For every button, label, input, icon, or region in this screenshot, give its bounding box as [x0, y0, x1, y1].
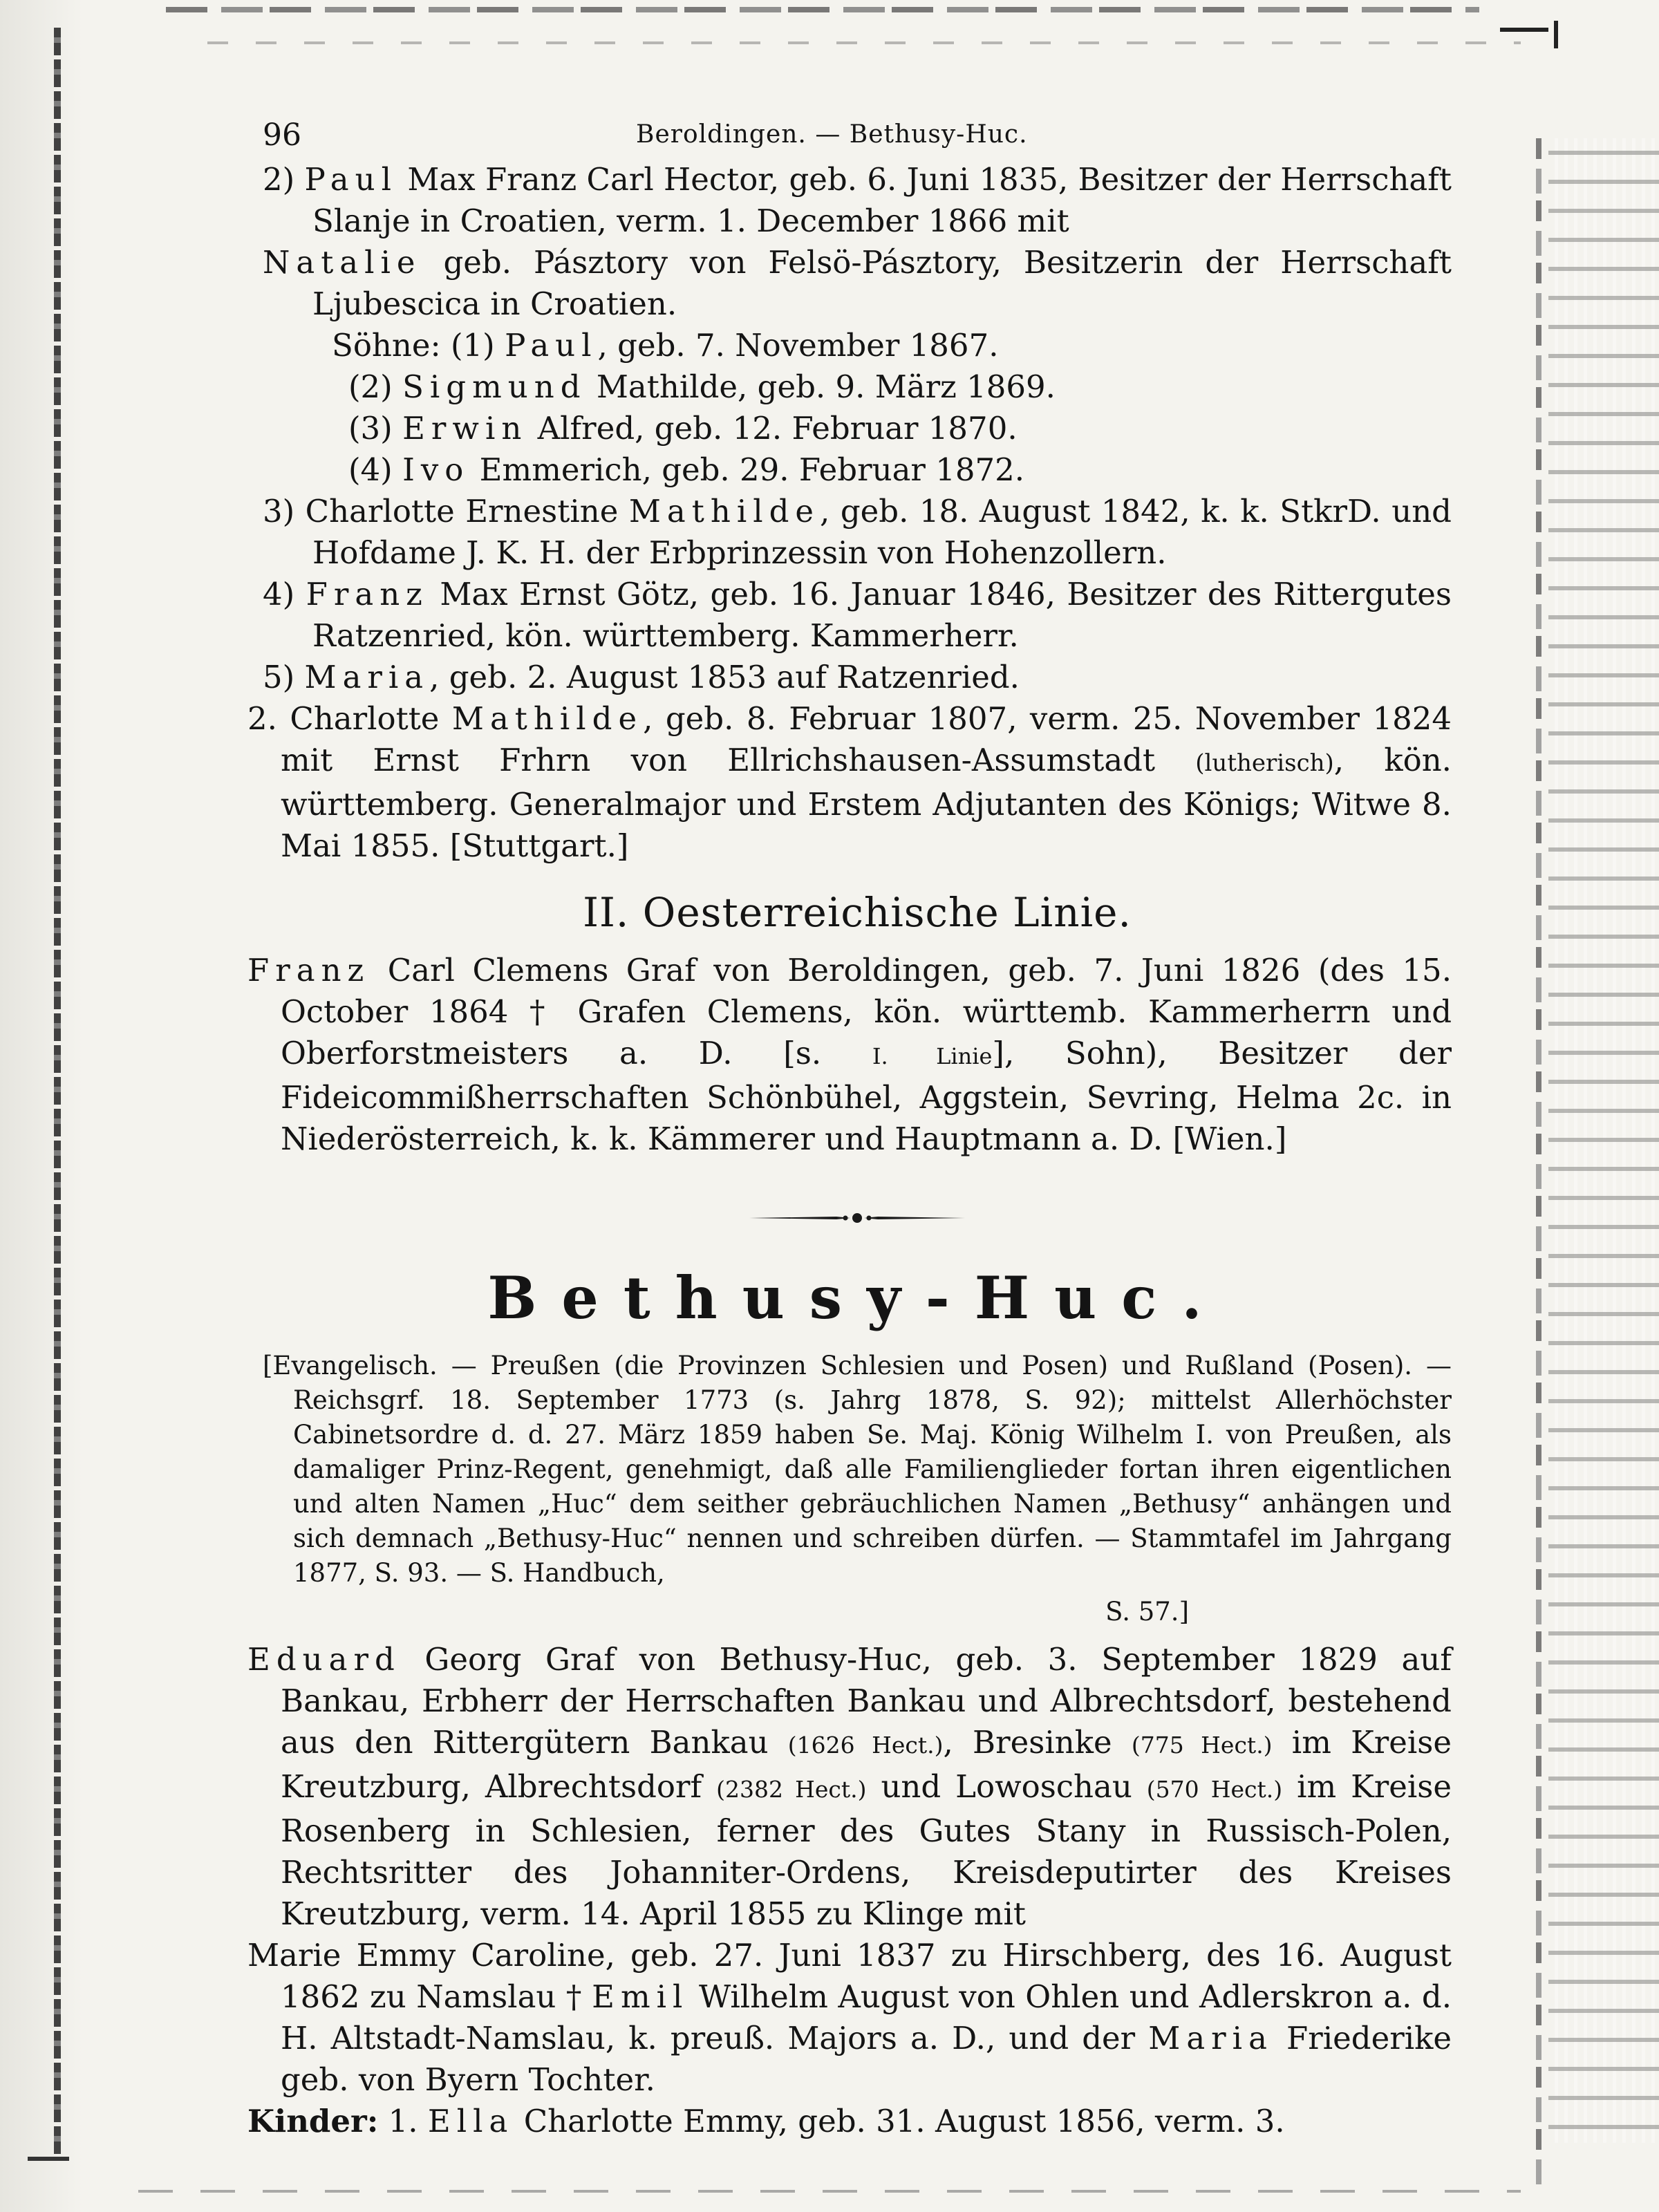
entry-marie-emmy	[247, 1935, 1452, 2101]
scan-corner-mark	[1500, 28, 1548, 32]
family-note-end: S. 57.]	[1105, 1597, 1189, 1627]
entry-text: , Bresinke	[943, 1724, 1112, 1761]
entry-text: Carl Clemens Graf von Beroldingen, geb. 7. Juni 1826 (des 15. October 1864 † Grafen Clemens, kön. württemb. Kammerherrn und Oberforstmeisters a. D. [s.	[281, 952, 1452, 1071]
area-note: (1626 Hect.)	[787, 1732, 944, 1759]
running-head	[263, 111, 1452, 159]
son-number: (4)	[348, 451, 393, 488]
area-note: (570 Hect.)	[1146, 1776, 1283, 1803]
entry-maria	[263, 657, 1452, 698]
son-number: (2)	[348, 368, 393, 405]
son-entry	[348, 408, 1452, 449]
small-note: (lutherisch)	[1195, 749, 1334, 777]
area-note: (775 Hect.)	[1131, 1732, 1273, 1759]
entry-text: ], Sohn), Besitzer der Fideicommißherrschaften Schönbühel, Aggstein, Sevring, Helma 2c. in Niederösterreich, k. k. Kämmerer und Hauptmann a. D. [Wien.]	[281, 1035, 1452, 1157]
entry-text: Charlotte	[290, 700, 440, 737]
spaced-name: Emil	[592, 1978, 689, 2015]
spaced-name: Ella	[427, 2103, 514, 2139]
spaced-name: Franz	[247, 952, 371, 988]
spaced-name: Paul	[505, 327, 598, 364]
entry-number: 5)	[263, 659, 295, 695]
entry-eduard	[247, 1639, 1452, 1935]
son-number: (3)	[348, 410, 393, 447]
entry-text: Marie Emmy Caroline, geb. 27. Juni 1837 zu Hirschberg, des 16. August 1862 zu Namslau †	[247, 1937, 1452, 2015]
entry-text: , kön. württemberg. Generalmajor und Erstem Adjutanten des Königs; Witwe 8. Mai 1855. [Stuttgart.]	[281, 742, 1452, 864]
ornament-rule-icon	[747, 1210, 968, 1226]
adjacent-page-bleed	[1548, 138, 1659, 2143]
sons-block	[332, 325, 1452, 366]
entry-text: Charlotte Emmy, geb. 31. August 1856, verm. 3.	[523, 2103, 1285, 2139]
entry-natalie	[263, 242, 1452, 325]
scan-top-edge	[166, 7, 1479, 12]
son-text: , geb. 7. November 1867.	[597, 327, 999, 364]
spaced-name: Mathilde	[451, 700, 644, 737]
entry-text: Charlotte Ernestine	[305, 493, 619, 529]
entry-paul	[263, 159, 1452, 242]
scan-corner-mark-vertical	[1554, 21, 1558, 48]
entry-text: geb. Pásztory von Felsö-Pásztory, Besitzerin der Herrschaft Ljubescica in Croatien.	[312, 244, 1452, 322]
spaced-name: Paul	[304, 161, 397, 198]
son-number: (1)	[451, 327, 495, 364]
family-note: [Evangelisch. — Preußen (die Provinzen Schlesien und Posen) und Rußland (Posen). — Reichsgrf. 18. September 1773 (s. Jahrg 1878, S. 92); mittelst Allerhöchster Cabinetsordre d. d. 27. März 1859 haben Se. Maj. König Wilhelm I. von Preußen, als damaliger Prinz-Regent, genehmigt, daß alle Familienglieder fortan ihren eigentlichen und alten Namen „Huc“ dem seither gebräuchlichen Namen „Bethusy“ anhängen und sich demnach „Bethusy-Huc“ nennen und schreiben dürfen. — Stammtafel im Jahrgang 1877, S. 93. — S. Handbuch,	[263, 1351, 1452, 1588]
entry-franz	[263, 574, 1452, 657]
spaced-name: Mathilde	[628, 493, 821, 529]
entry-number: 2)	[263, 161, 295, 198]
entry-text: im Kreise Kreutzburg, Albrechtsdorf	[281, 1724, 1452, 1805]
entry-text: und Lowoschau	[881, 1768, 1132, 1805]
entry-number: 3)	[263, 493, 295, 529]
entry-franz-carl-clemens	[247, 950, 1452, 1160]
spaced-name: Erwin	[402, 410, 528, 447]
scan-bottom-corner-mark	[28, 2157, 69, 2161]
entry-text: Max Franz Carl Hector, geb. 6. Juni 1835, Besitzer der Herrschaft Slanje in Croatien, verm. 1. December 1866 mit	[312, 161, 1452, 239]
section-ornament	[263, 1210, 1452, 1226]
section-heading: II. Oesterreichische Linie.	[583, 889, 1132, 936]
entry-text: , geb. 8. Februar 1807, verm. 25. November 1824 mit Ernst Frhrn von Ellrichshausen-Assumstadt	[281, 700, 1452, 778]
son-entry	[348, 366, 1452, 408]
spaced-name: Maria	[304, 659, 430, 695]
children-line	[247, 2101, 1452, 2142]
scan-top-edge-faint	[207, 41, 1521, 44]
small-reference: I. Linie	[872, 1043, 993, 1069]
spaced-name: Natalie	[263, 244, 422, 281]
scan-bottom-edge	[138, 2190, 1521, 2193]
son-text: Alfred, geb. 12. Februar 1870.	[537, 410, 1018, 447]
son-text: Mathilde, geb. 9. März 1869.	[596, 368, 1056, 405]
sons-label: Söhne:	[332, 327, 441, 364]
entry-text: Wilhelm August von Ohlen und Adlerskron a. d. H. Altstadt-Namslau, k. preuß. Majors a. D., und der	[281, 1978, 1452, 2056]
page-body	[247, 111, 1452, 2142]
running-head-title: Beroldingen. — Bethusy-Huc.	[636, 120, 1028, 149]
entry-charlotte-ernestine	[263, 491, 1452, 574]
spaced-name: Sigmund	[402, 368, 587, 405]
son-entry	[348, 449, 1452, 491]
spaced-name: Ivo	[402, 451, 470, 488]
entry-text: , geb. 18. August 1842, k. k. StkrD. und Hofdame J. K. H. der Erbprinzessin von Hohenzollern.	[312, 493, 1452, 571]
children-label: Kinder:	[247, 2103, 379, 2139]
binding-edge	[54, 28, 61, 2157]
entry-charlotte-1807	[247, 698, 1452, 867]
spaced-name: Maria	[1148, 2020, 1273, 2056]
page-gutter-line	[1536, 138, 1541, 2184]
binding-shadow	[0, 0, 83, 2212]
entry-number: 2.	[247, 700, 277, 737]
spaced-name: Eduard	[247, 1641, 401, 1678]
page-number: 96	[263, 118, 301, 153]
entry-text: im Kreise Rosenberg in Schlesien, ferner des Gutes Stany in Russisch-Polen, Rechtsritter des Johanniter-Ordens, Kreisdeputirter des Kreises Kreutzburg, verm. 14. April 1855 zu Klinge mit	[281, 1768, 1452, 1932]
child-number: 1.	[388, 2103, 418, 2139]
entry-text: Friederike geb. von Byern Tochter.	[281, 2020, 1452, 2098]
entry-text: Max Ernst Götz, geb. 16. Januar 1846, Besitzer des Rittergutes Ratzenried, kön. württemberg. Kammerherr.	[312, 576, 1452, 654]
spaced-name: Franz	[306, 576, 429, 612]
family-title: Bethusy-Huc.	[487, 1264, 1227, 1332]
son-text: Emmerich, geb. 29. Februar 1872.	[479, 451, 1025, 488]
entry-text: , geb. 2. August 1853 auf Ratzenried.	[429, 659, 1020, 695]
entry-text: Georg Graf von Bethusy-Huc, geb. 3. September 1829 auf Bankau, Erbherr der Herrschaften Bankau und Albrechtsdorf, bestehend aus den Rittergütern Bankau	[281, 1641, 1452, 1761]
entry-number: 4)	[263, 576, 295, 612]
area-note: (2382 Hect.)	[716, 1776, 867, 1803]
